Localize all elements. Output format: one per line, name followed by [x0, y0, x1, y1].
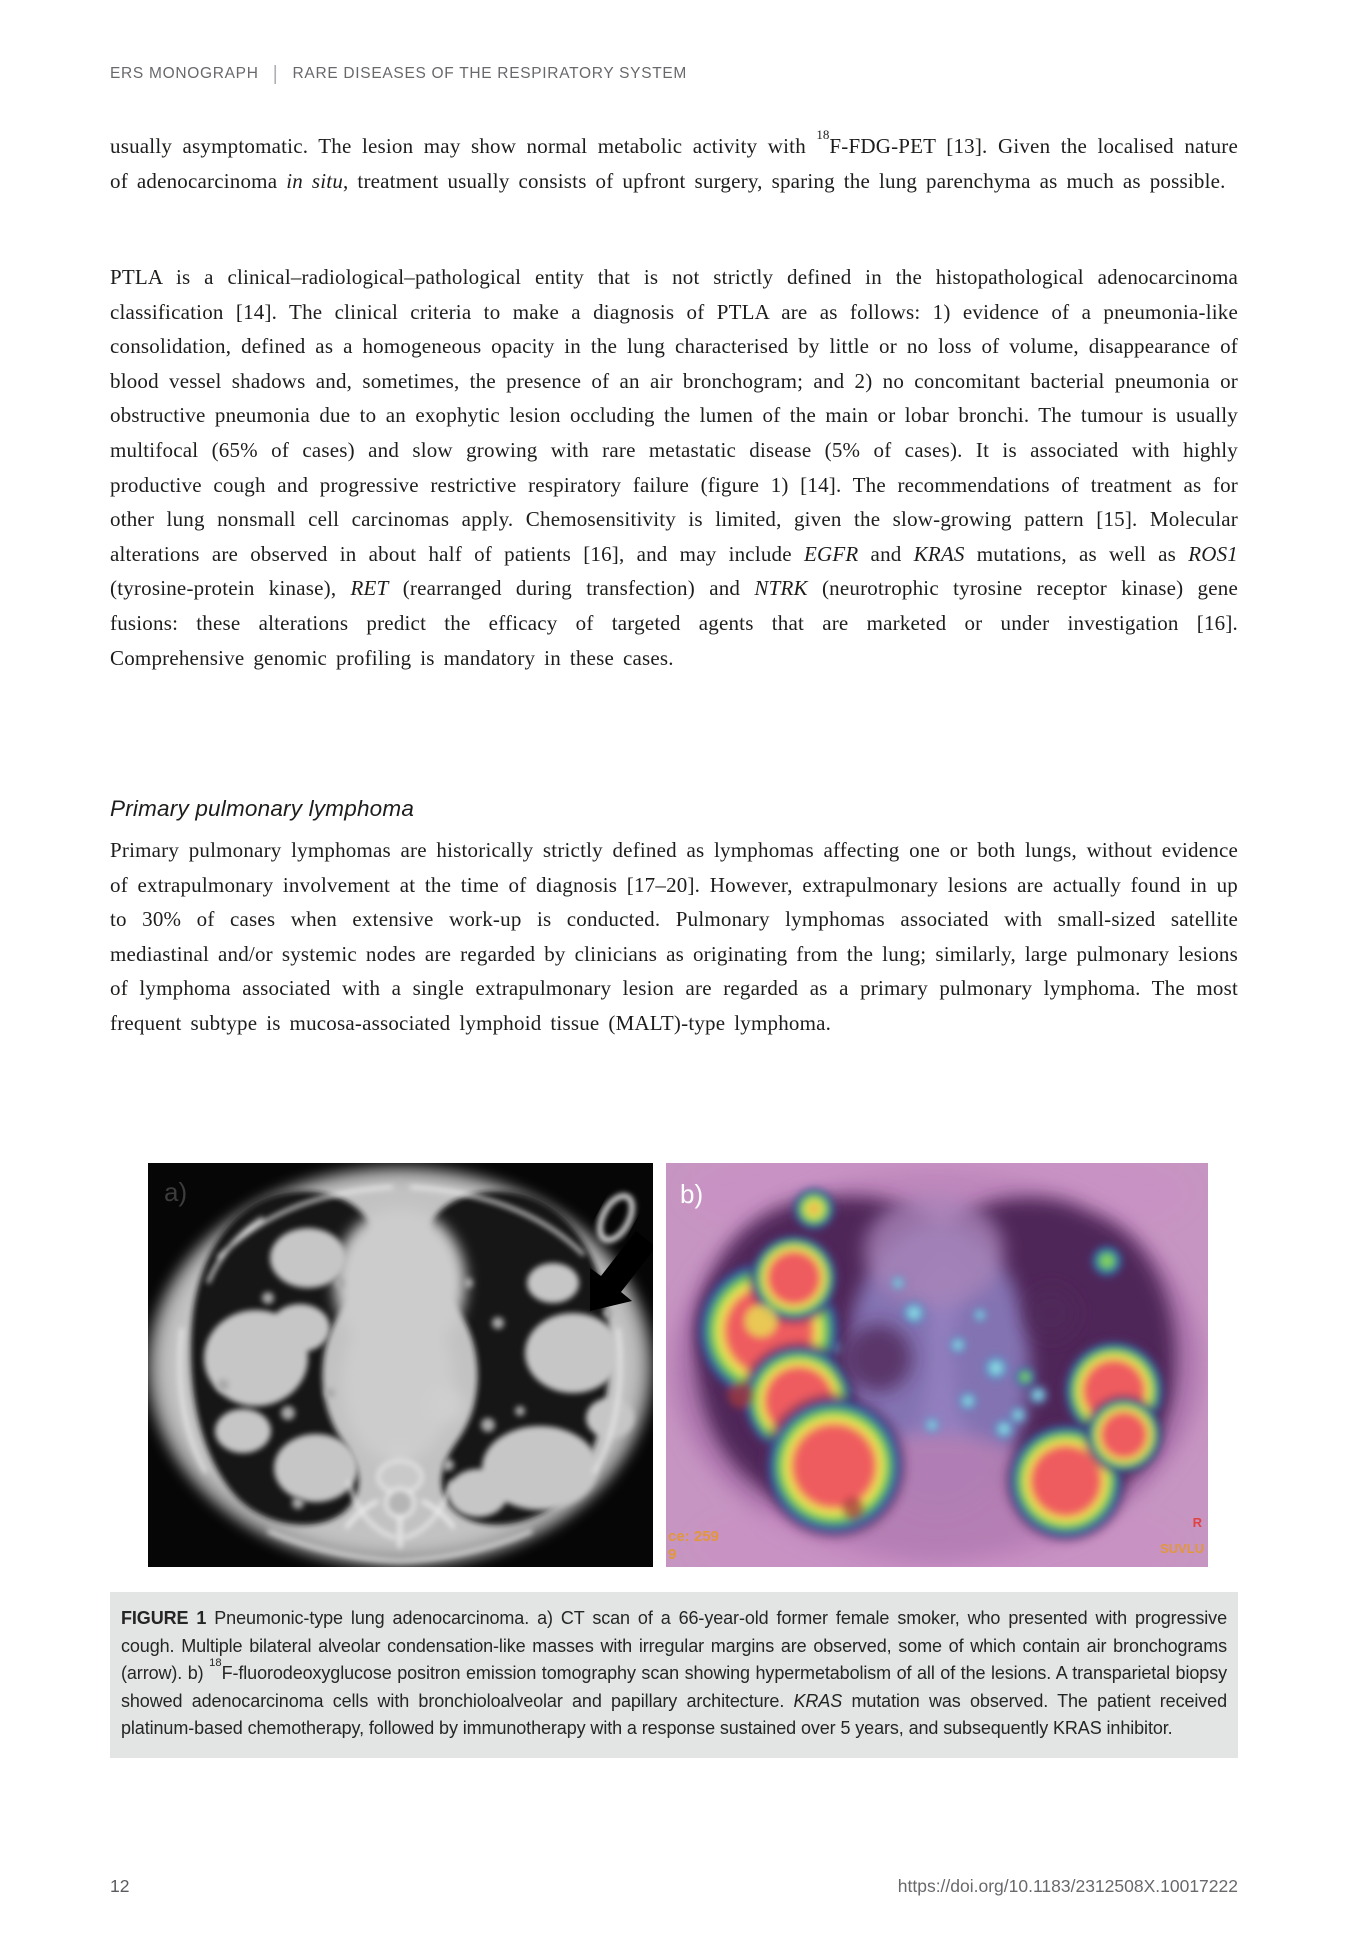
paragraph-3: Primary pulmonary lymphomas are historically strictly defined as lymphomas affecting one or both lungs, without evidence of extrapulmonary involvement at the time of diagnosis [17–20]. However, extrapulmonary lesions are actually found in up to 30% of cases when extensive work-up is conducted. Pulmonary lymphomas associated with small-sized satellite mediastinal and/or systemic nodes are regarded by clinicians as originating from the lung; similarly, large pulmonary lesions of lymphoma associated with a single extrapulmonary lesion are regarded as a primary pulmonary lymphoma. The most frequent subtype is mucosa-associated lymphoid tissue (MALT)-type lymphoma.	[110, 838, 1238, 1035]
book-title: RARE DISEASES OF THE RESPIRATORY SYSTEM	[292, 65, 688, 82]
figure-caption: FIGURE 1 Pneumonic-type lung adenocarcinoma. a) CT scan of a 66-year-old former female smoker, who presented with progressive cough. Multiple bilateral alveolar condensation-like masses with irregular margins are observed, some of which contain air bronchograms (arrow). b) $^{18}$F-fluorodeoxyglucose positron emission tomography scan showing hypermetabolism of all of the lesions. A transparietal biopsy showed adenocarcinoma cells with bronchioloalveolar and papillary architecture. KRAS mutation was observed. The patient received platinum-based chemotherapy, followed by immunotherapy with a response sustained over 5 years, and subsequently KRAS inhibitor.	[121, 1608, 1228, 1738]
pet-suv-label: SUVLU	[1159, 1541, 1204, 1556]
figure-caption-box	[110, 1592, 1238, 1758]
header-separator: |	[272, 63, 279, 85]
panel-b-label: b)	[680, 1179, 704, 1209]
panel-a-label: a)	[164, 1177, 188, 1207]
section-heading: Primary pulmonary lymphoma	[110, 796, 415, 821]
doi-link[interactable]: https://doi.org/10.1183/2312508X.10017222	[897, 1876, 1238, 1896]
paragraph-1: usually asymptomatic. The lesion may show normal metabolic activity with $^{18}$F-FDG-PET [13]. Given the localised nature of adenocarcinoma in situ, treatment usually consists of upfront surgery, sparing the lung parenchyma as much as possible.	[110, 126, 1239, 193]
monograph-series-title: ERS MONOGRAPH	[110, 65, 259, 82]
paragraph-2: PTLA is a clinical–radiological–pathological entity that is not strictly defined in the histopathological adenocarcinoma classification [14]. The clinical criteria to make a diagnosis of PTLA are as follows: 1) evidence of a pneumonia-like consolidation, defined as a homogeneous opacity in the lung characterised by little or no loss of volume, disappearance of blood vessel shadows and, sometimes, the presence of an air bronchogram; and 2) no concomitant bacterial pneumonia or obstructive pneumonia due to an exophytic lesion occluding the lumen of the main or lobar bronchi. The tumour is usually multifocal (65% of cases) and slow growing with rare metastatic disease (5% of cases). It is associated with highly productive cough and progressive restrictive respiratory failure (figure 1) [14]. The recommendations of treatment as for other lung nonsmall cell carcinomas apply. Chemosensitivity is limited, given the slow-growing pattern [15]. Molecular alterations are observed in about half of patients [16], and may include EGFR and KRAS mutations, as well as ROS1 (tyrosine-protein kinase), RET (rearranged during transfection) and NTRK (neurotrophic tyrosine receptor kinase) gene fusions: these alterations predict the efficacy of targeted agents that are marketed or under investigation [16]. Comprehensive genomic profiling is mandatory in these cases.	[110, 265, 1238, 670]
pet-slice-text-line2: 9	[668, 1546, 677, 1563]
page-number: 12	[110, 1876, 130, 1896]
pet-slice-text-line1: ce: 259	[668, 1528, 719, 1545]
ct-scan-image	[148, 1163, 653, 1567]
pet-scan-image	[666, 1163, 1208, 1567]
running-head	[110, 64, 687, 84]
pet-orientation-label: R	[1192, 1515, 1202, 1530]
figure-panel-b	[666, 1163, 1208, 1567]
figure-1	[148, 1163, 1208, 1567]
figure-panel-a	[148, 1163, 653, 1567]
